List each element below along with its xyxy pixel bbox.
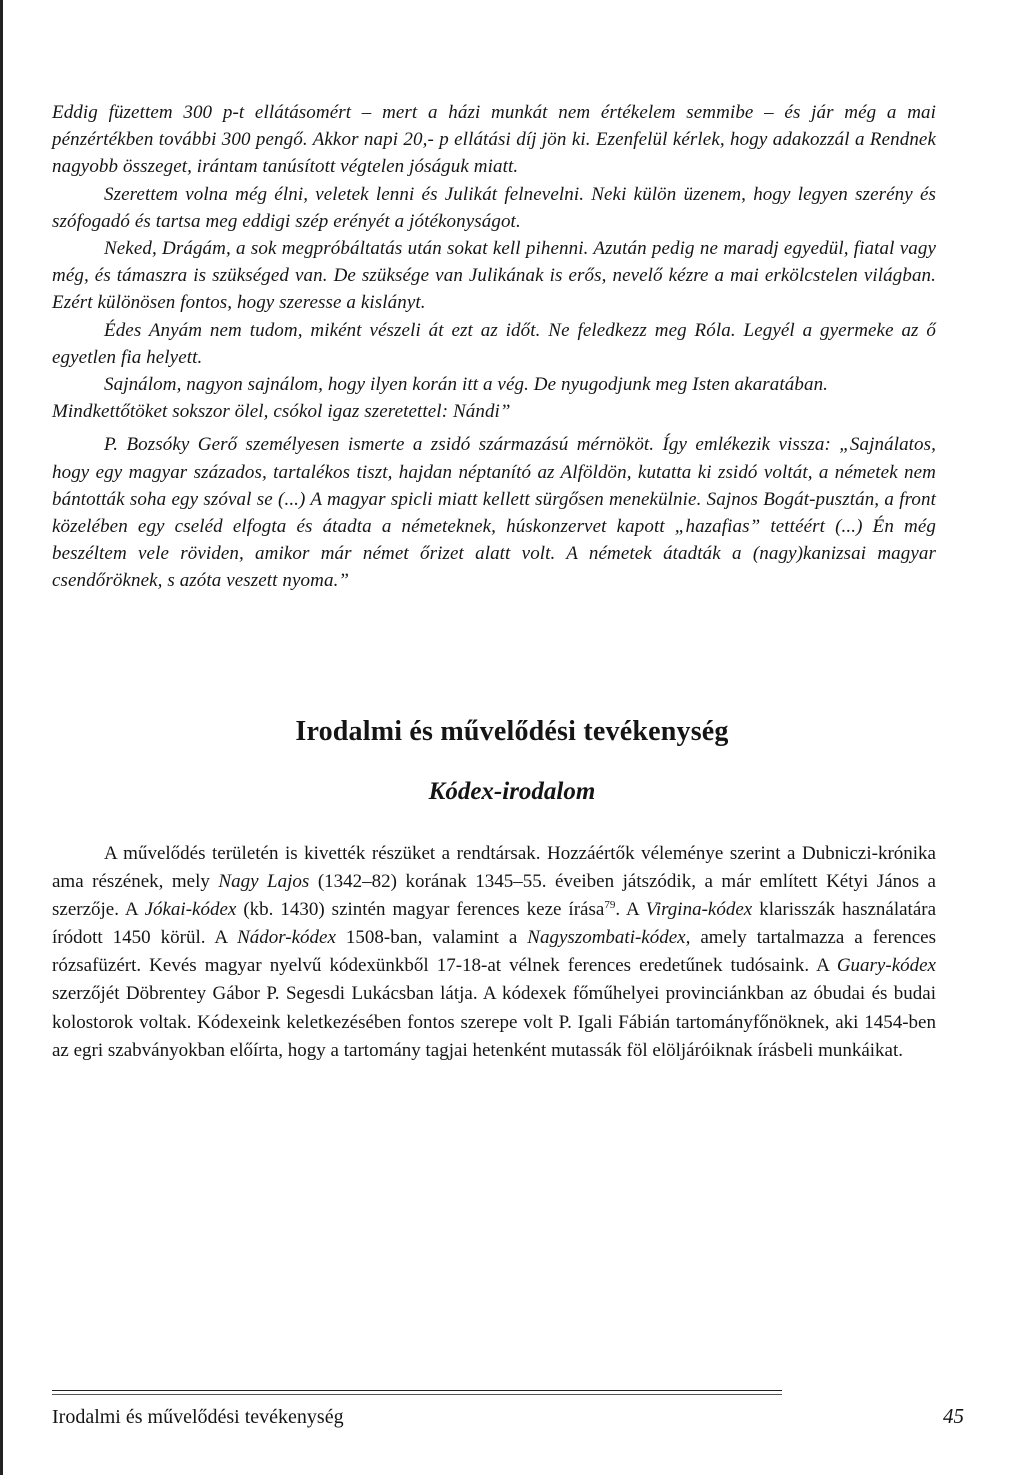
text-run: 1508-ban, valamint a (335, 927, 528, 949)
text-run: klarisszák használatára íródott 1450 körül. A (52, 899, 937, 949)
italic-run: Guary-kódex (836, 955, 936, 977)
text-run: amely tartalmazza a ferences rózsafüzért. Kevés magyar nyelvű kódexünkből 17-18-at vélnek ferences eredetűnek tudósaink. A (52, 927, 936, 977)
page-number: 45 (943, 1404, 964, 1428)
italic-run: Jókai-kódex (144, 899, 237, 921)
footer-rule (52, 1394, 782, 1395)
italic-run: Nagy Lajos (218, 871, 310, 893)
footer-rule (52, 1390, 782, 1391)
section-title: Irodalmi és művelődési tevékenység (295, 716, 729, 747)
text-run: (1342–82) korának 1345–55. éveiben játszódik, a már említett Kétyi János a szerzője. A (52, 871, 936, 921)
body-paragraph (52, 840, 936, 1065)
quote-paragraph: Neked, Drágám, a sok megpróbáltatás után sokat kell pihenni. Azután pedig ne maradj egyedül, fiatal vagy még, és támaszra is szükséged van. De szüksége van Julikának is erős, nevelő kézre a mai erkölcstelen világban. Ezért különösen fontos, hogy szeresse a kislányt. (52, 238, 936, 314)
text-run: . A (615, 899, 646, 921)
body-text (52, 840, 936, 1065)
italic-run: Nagyszombati-kódex, (527, 927, 691, 949)
quote-paragraph: Sajnálom, nagyon sajnálom, hogy ilyen korán itt a vég. De nyugodjunk meg Isten akaratában. (104, 374, 829, 396)
quote-paragraph: Szerettem volna még élni, veletek lenni és Julikát felnevelni. Neki külön üzenem, hogy legyen szerény és szófogadó és tartsa meg eddigi szép erényét a jótékonyságot. (52, 183, 936, 232)
italic-run: Virgina-kódex (645, 899, 753, 921)
italic-run: Nádor-kódex (237, 927, 336, 949)
text-run: A művelődés területén is kivették részüket a rendtársak. Hozzáértők véleménye szerint a Dubniczi-krónika ama részének, mely (52, 843, 936, 893)
letter-quote (52, 99, 936, 595)
quote-signature: Mindkettőtöket sokszor ölel, csókol igaz szeretettel: Nándi” (52, 401, 511, 423)
text-run: (kb. 1430) szintén magyar ferences keze írása (236, 899, 605, 921)
quote-paragraph: Eddig füzettem 300 p-t ellátásomért – mert a házi munkát nem értékelem semmibe – és jár még a mai pénzértékben további 300 pengő. Akkor napi 20,- p ellátási díj jön ki. Ezenfelül kérlek, hogy adakozzál a Rendnek nagyobb összeget, irántam tanúsított végtelen jóságuk miatt. (52, 102, 936, 178)
footnote-marker: 79 (604, 899, 616, 912)
recollection-paragraph: P. Bozsóky Gerő személyesen ismerte a zsidó származású mérnököt. Így emlékezik vissza: „Sajnálatos, hogy egy magyar százados, tartalékos tiszt, hajdan néptanító az Alföldön, kutatta ki zsidó voltát, a németek nem bántották soha egy szóval se (...) A magyar spicli miatt kellett sürgősen menekülnie. Sajnos Bogát-pusztán, a front közelében egy cseléd elfogta és átadta a németeknek, húskonzervet kapott „hazafias” tettéért (...) Én még beszéltem vele röviden, amikor már német őrizet alatt volt. A németek átadták a (nagy)kanizsai magyar csendőröknek, s azóta veszett nyoma.” (52, 434, 936, 592)
quote-paragraph: Édes Anyám nem tudom, miként vészeli át ezt az időt. Ne feledkezz meg Róla. Legyél a gyermeke az ő egyetlen fia helyett. (52, 319, 936, 368)
text-run: szerzőjét Döbrentey Gábor P. Segesdi Lukácsban látja. A kódexek főműhelyei provinciánkban az óbudai és budai kolostorok voltak. Kódexeink keletkezésében fontos szerepe volt P. Igali Fábián tartományfőnöknek, aki 1454-ben az egri szabványokban előírta, hogy a tartomány tagjai hetenként mutassák föl elöljáróiknak írásbeli munkáikat. (52, 983, 936, 1061)
subsection-title: Kódex-irodalom (428, 778, 596, 805)
running-footer: Irodalmi és művelődési tevékenység (52, 1406, 344, 1428)
